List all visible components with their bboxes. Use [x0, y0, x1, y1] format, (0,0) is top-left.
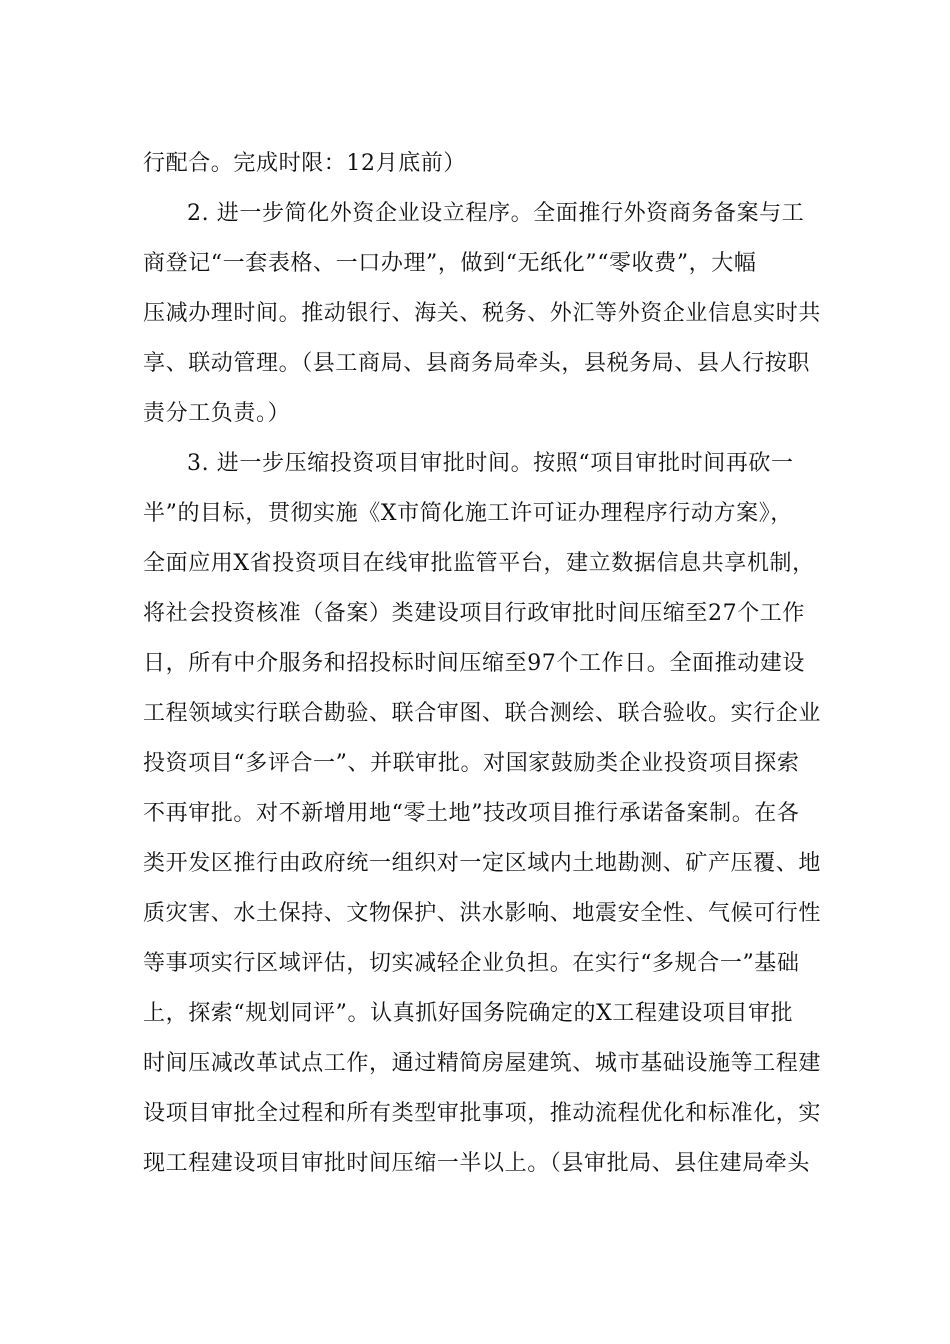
- text-line: 上，探索“规划同评”。认真抓好国务院确定的X工程建设项目审批: [143, 1001, 794, 1026]
- text-line: 半”的目标，贯彻实施《X市简化施工许可证办理程序行动方案》，: [143, 501, 793, 526]
- text-line: 将社会投资核准（备案）类建设项目行政审批时间压缩至27个工作: [143, 601, 805, 626]
- text-line: 不再审批。对不新增用地“零土地”技改项目推行承诺备案制。在各: [143, 801, 800, 826]
- text-line: 类开发区推行由政府统一组织对一定区域内土地勘测、矿产压覆、地: [143, 851, 822, 876]
- text-line: 全面应用X省投资项目在线审批监管平台，建立数据信息共享机制，: [143, 551, 815, 576]
- text-line: 等事项实行区域评估，切实减轻企业负担。在实行“多规合一”基础: [143, 951, 800, 976]
- text-line: 设项目审批全过程和所有类型审批事项，推动流程优化和标准化，实: [143, 1101, 822, 1126]
- paragraph-3-first-line: 3. 进一步压缩投资项目审批时间。按照“项目审批时间再砍一: [187, 451, 794, 476]
- text-line: 责分工负责。）: [143, 401, 291, 426]
- text-line: 质灾害、水土保持、文物保护、洪水影响、地震安全性、气候可行性: [143, 901, 822, 926]
- text-line: 日，所有中介服务和招投标时间压缩至97个工作日。全面推动建设: [143, 651, 805, 676]
- text-line: 时间压减改革试点工作，通过精简房屋建筑、城市基础设施等工程建: [143, 1051, 822, 1076]
- text-line: 工程领域实行联合勘验、联合审图、联合测绘、联合验收。实行企业: [143, 701, 822, 726]
- text-line: 商登记“一套表格、一口办理”，做到“无纸化”“零收费”，大幅: [143, 251, 757, 276]
- paragraph-2-first-line: 2. 进一步简化外资企业设立程序。全面推行外资商务备案与工: [187, 201, 805, 226]
- text-line: 投资项目“多评合一”、并联审批。对国家鼓励类企业投资项目探索: [143, 751, 800, 776]
- text-line: 压减办理时间。推动银行、海关、税务、外汇等外资企业信息实时共: [143, 301, 822, 326]
- text-line: 享、联动管理。（县工商局、县商务局牵头，县税务局、县人行按职: [143, 351, 811, 376]
- text-line: 现工程建设项目审批时间压缩一半以上。（县审批局、县住建局牵头: [143, 1151, 811, 1176]
- text-line: 行配合。完成时限：12月底前）: [143, 151, 466, 176]
